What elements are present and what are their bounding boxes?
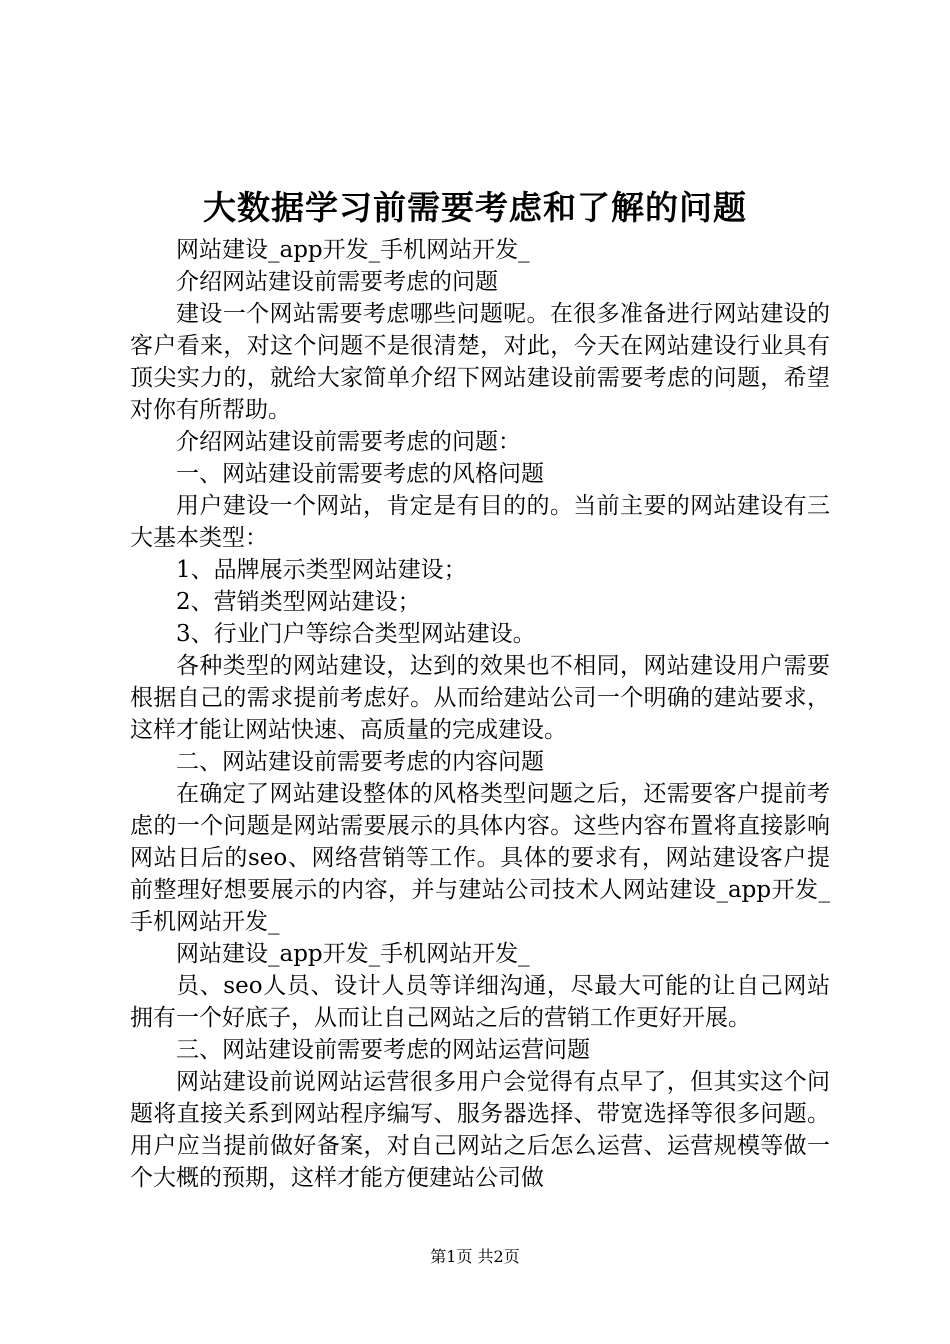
paragraph-intro-heading: 介绍网站建设前需要考虑的问题 <box>176 269 498 295</box>
list-item-1: 1、品牌展示类型网站建设； <box>176 557 467 583</box>
page-footer: 第1页 共2页 <box>430 1247 520 1266</box>
paragraph-operation: 网站建设前说网站运营很多用户会觉得有点早了，但其实这个问题将直接关系到网站程序编写、服务器选择、带宽选择等很多问题。用户应当提前做好备案，对自己网站之后怎么运营、运营规模等做一个大概的预期，这样才能方便建站公司做 <box>130 1069 830 1191</box>
paragraph-header-line: 网站建设_app开发_手机网站开发_ <box>176 237 530 263</box>
list-item-2: 2、营销类型网站建设； <box>176 589 421 615</box>
list-item-3: 3、行业门户等综合类型网站建设。 <box>176 621 536 647</box>
paragraph-problems-heading: 介绍网站建设前需要考虑的问题： <box>176 429 521 455</box>
paragraph-content: 在确定了网站建设整体的风格类型问题之后，还需要客户提前考虑的一个问题是网站需要展示的具体内容。这些内容布置将直接影响网站日后的seo、网络营销等工作。具体的要求有，网站建设客户提前整理好想要展示的内容，并与建站公司技术人网站建设_app开发_手机网站开发_ <box>130 781 830 935</box>
section-heading-style: 一、网站建设前需要考虑的风格问题 <box>176 461 544 487</box>
document-title: 大数据学习前需要考虑和了解的问题 <box>203 188 747 227</box>
paragraph-content-continued: 员、seo人员、设计人员等详细沟通，尽最大可能的让自己网站拥有一个好底子，从而让自己网站之后的营销工作更好开展。 <box>130 973 830 1031</box>
document-body <box>130 234 830 1194</box>
paragraph-style: 用户建设一个网站，肯定是有目的的。当前主要的网站建设有三大基本类型： <box>130 493 830 551</box>
paragraph-repeat-line: 网站建设_app开发_手机网站开发_ <box>176 941 530 967</box>
paragraph-intro: 建设一个网站需要考虑哪些问题呢。在很多准备进行网站建设的客户看来，对这个问题不是很清楚，对此，今天在网站建设行业具有顶尖实力的，就给大家简单介绍下网站建设前需要考虑的问题，希望对你有所帮助。 <box>130 301 830 423</box>
section-heading-content: 二、网站建设前需要考虑的内容问题 <box>176 749 544 775</box>
section-heading-operation: 三、网站建设前需要考虑的网站运营问题 <box>176 1037 590 1063</box>
paragraph-types: 各种类型的网站建设，达到的效果也不相同，网站建设用户需要根据自己的需求提前考虑好。从而给建站公司一个明确的建站要求，这样才能让网站快速、高质量的完成建设。 <box>130 653 830 743</box>
